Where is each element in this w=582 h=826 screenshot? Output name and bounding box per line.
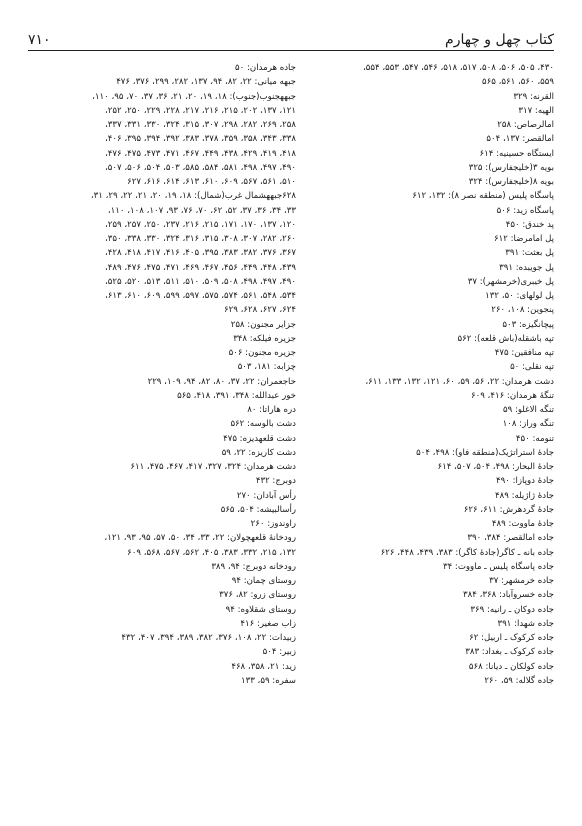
index-entry: تپه نقلی: ۵۰ xyxy=(510,362,554,373)
index-entry: راوندوز: ۲۶۰ xyxy=(250,519,296,529)
index-entry: زبیر: ۵۰۴ xyxy=(262,647,296,658)
index-entry: پاسگاه پلیس (منطقه نصر ۸): ۱۳۲، ۶۱۲ xyxy=(412,191,554,202)
index-entry: روستای چمان: ۹۴ xyxy=(231,576,296,586)
index-entry: چزابه: ۱۸۱، ۵۰۳ xyxy=(237,362,296,373)
index-entry: ۳۳۸، ۳۴۳، ۳۵۸، ۳۵۹، ۳۷۸، ۳۸۳، ۳۹۲، ۳۹۴، ۳۹۵، ۴۰۶، xyxy=(104,134,296,145)
index-entry: پیچانگیزه: ۵۰۳ xyxy=(502,319,554,330)
index-entry: بویه ۸(خلیجفارس): ۳۲۴ xyxy=(468,177,554,187)
index-entry: دشت هرمدان: ۳۲۴، ۳۲۷، ۴۱۷، ۴۶۷، ۴۷۵، ۶۱۱ xyxy=(130,462,296,472)
index-entry: پل امامرضا: ۶۱۲ xyxy=(494,234,554,244)
index-entry: جاده کولکان ـ دیانا: ۵۶۸ xyxy=(468,661,554,672)
index-entry: جادهٔ ژاژیله: ۴۸۹ xyxy=(494,490,554,501)
index-entry: جاده شهدا: ۳۹۱ xyxy=(497,618,554,629)
index-entry: رأسالبیشه: ۵۰۴، ۵۶۵ xyxy=(220,504,296,515)
index-entry: پد خندق: ۴۵۰ xyxy=(505,219,554,230)
index-entry: الهیه: ۳۱۷ xyxy=(518,105,554,116)
index-entry: القرنه: ۳۲۹ xyxy=(513,91,554,102)
index-entry: جاده هرمدان: ۵۰ xyxy=(235,63,296,73)
index-entry: ۱۲۰، ۱۳۷، ۱۷۰، ۱۷۱، ۲۱۵، ۲۱۶، ۲۳۷، ۲۵۰، ۲۵۷، ۲۵۹، xyxy=(104,219,296,230)
index-entry: ۲۶۰، ۲۸۲، ۳۰۷، ۳۰۸، ۳۱۵، ۳۱۶، ۳۲۴، ۳۳۰، ۳۳۸، ۳۵۰، xyxy=(104,234,296,244)
index-entry: جاده کرکوک ـ بغداد: ۳۸۳ xyxy=(465,647,554,658)
index-entry: پل لولهای: ۵۰، ۱۳۲ xyxy=(485,291,554,301)
index-entry: ۴۱۸، ۴۱۹، ۴۲۹، ۴۳۸، ۴۴۹، ۴۶۷، ۴۷۱، ۴۷۳، ۴۷۵، ۴۷۶، xyxy=(104,148,296,159)
index-entry: دشت هرمدان: ۲۲، ۵۶، ۵۹، ۶۰، ۱۲۱، ۱۳۲، ۱۳۳، ۶۱۱، xyxy=(365,376,554,387)
index-entry: تنگه الاغلو: ۵۹ xyxy=(503,405,554,415)
index-entry: تنگهٔ هرمدان: ۴۱۶، ۶۰۹ xyxy=(470,390,554,401)
index-column-left xyxy=(28,61,296,806)
index-entry: زاب صغیر: ۴۱۶ xyxy=(240,618,296,629)
index-entry: ۵۵۹، ۵۶۰، ۵۶۱، ۵۶۵ xyxy=(482,77,554,88)
index-entry: جاده دوکان ـ رانیه: ۳۶۹ xyxy=(470,604,554,615)
index-entry: بویه ۳(خلیجفارس): ۳۲۵ xyxy=(468,162,554,173)
index-entry: دشت بالوسه: ۵۶۲ xyxy=(230,419,296,430)
index-entry: ۴۳۹، ۴۴۸، ۴۴۹، ۴۵۶، ۴۶۷، ۴۶۹، ۴۷۱، ۴۷۵، ۴۷۶، ۴۸۹، xyxy=(104,262,296,273)
index-entry: زید: ۲۱، ۳۵۸، ۴۶۸ xyxy=(231,661,296,672)
index-entry: جاده خسروآباد: ۳۶۸، ۳۸۴ xyxy=(463,590,554,601)
index-entry: رودخانهٔ قلعهچولان: ۲۲، ۳۳، ۳۴، ۵۰، ۵۷، ۹۵، ۹۳، ۱۲۱، xyxy=(104,533,296,544)
index-entry: تنگه وراز: ۱۰۸ xyxy=(502,419,554,430)
index-entry: ۴۹۰، ۴۹۷، ۴۹۸، ۵۸۱، ۵۸۴، ۵۸۵، ۵۰۳، ۵۰۴، ۵۰۶، ۵۰۷، xyxy=(104,162,296,173)
index-entry: ۱۳۲، ۲۱۵، ۳۳۲، ۳۸۳، ۴۰۵، ۵۶۲، ۵۶۷، ۵۶۸، ۶۰۹ xyxy=(127,547,296,558)
index-entry: جزیره فیلکه: ۳۴۸ xyxy=(233,333,296,344)
index-entry: جاده کرکوک ـ اربیل: ۶۲ xyxy=(469,633,554,643)
index-entry: ۳۳، ۳۴، ۳۶، ۳۷، ۵۲، ۶۲، ۷۰، ۷۶، ۹۳، ۱۰۷، ۱۰۸، ۱۱۰، xyxy=(107,205,296,216)
index-entry: دشت قلعهدیزه: ۴۷۵ xyxy=(223,433,296,444)
index-entry: پل خیبری(خرمشهر): ۳۷ xyxy=(467,276,554,287)
index-entry: ۴۳۰، ۵۰۵، ۵۰۶، ۵۰۸، ۵۱۷، ۵۱۸، ۵۴۶، ۵۴۷، ۵۵۳، ۵۵۴، xyxy=(362,63,554,73)
index-entry: دره هاراتا: ۸۰ xyxy=(247,405,296,415)
index-entry: جادهٔ دوپازا: ۴۹۰ xyxy=(495,476,554,487)
index-entry: ۶۲۸جبههشمال غرب(شمال): ۱۸، ۱۹، ۲۰، ۲۱، ۲۲، ۲۹، ۳۱، xyxy=(90,191,296,202)
index-entry: جزایر مجنون: ۲۵۸ xyxy=(230,319,296,330)
index-entry: جاده بانه ـ کاگر(جادهٔ کاگر): ۳۸۳، ۴۳۹، ۴۴۸، ۶۲۶ xyxy=(380,547,554,558)
index-entry: امالقصر: ۱۳۷، ۵۰۴ xyxy=(486,134,554,145)
index-entry: ۵۱۰، ۵۶۱، ۵۶۷، ۶۰۹، ۶۱۰، ۶۱۳، ۶۱۴، ۶۱۶، ۶۲۷ xyxy=(127,177,296,187)
index-entry: جبهه میانی: ۲۲، ۸۲، ۹۴، ۱۳۷، ۲۸۲، ۲۹۹، ۳۷۶، ۴۷۶ xyxy=(116,77,296,88)
index-entry: پل جویبده: ۳۹۱ xyxy=(499,262,554,273)
index-entry: جاده گلاله: ۵۹، ۲۶۰ xyxy=(484,675,554,686)
index-entry: پل بعثت: ۳۹۱ xyxy=(505,248,554,259)
index-entry: پاسگاه زید: ۵۰۶ xyxy=(496,205,554,216)
index-entry: دوبرج: ۴۳۲ xyxy=(255,476,296,487)
index-entry: جادهٔ البحار: ۴۹۸، ۵۰۴، ۵۰۷، ۶۱۴ xyxy=(437,462,554,472)
index-entry: جبههجنوب(جنوب): ۱۸، ۱۹، ۲۰، ۲۱، ۳۶، ۳۷، ۷۰، ۹۵، ۱۱۰، xyxy=(92,91,296,102)
index-entry: ۳۶۷، ۳۷۶، ۳۸۲، ۳۸۳، ۳۹۵، ۴۰۵، ۴۱۶، ۴۱۷، ۴۱۸، ۴۲۸، xyxy=(104,248,296,259)
index-entry: حاجعمران: ۲۲، ۳۷، ۸۰، ۸۲، ۹۴، ۱۰۹، ۲۲۹ xyxy=(147,376,296,387)
index-entry: جادهٔ گردهرش: ۶۱۱، ۶۲۶ xyxy=(463,504,554,515)
index-entry: روستای زرو: ۸۲، ۳۷۶ xyxy=(219,590,296,601)
index-entry: ۱۲۱، ۱۳۷، ۲۰۲، ۲۱۵، ۲۱۶، ۲۱۷، ۲۲۸، ۲۲۹، ۲۵۰، ۲۵۲، xyxy=(104,105,296,116)
index-entry: تنومه: ۴۵۰ xyxy=(515,433,554,444)
header-rule xyxy=(28,50,554,51)
index-entry: جادهٔ ماووت: ۴۸۹ xyxy=(491,519,554,529)
index-entry: امالرصاص: ۲۵۸ xyxy=(497,120,554,130)
index-entry: سفره: ۵۹، ۱۳۳ xyxy=(240,675,296,686)
index-entry: رودخانه دوبرج: ۹۴، ۳۸۹ xyxy=(211,561,296,572)
index-column-right xyxy=(299,61,554,806)
index-entry: ۴۹۰، ۴۹۷، ۴۹۸، ۵۰۸، ۵۰۹، ۵۱۰، ۵۱۱، ۵۱۳، ۵۲۰، ۵۲۵، xyxy=(104,276,296,287)
index-entry: روستای شقلاوه: ۹۴ xyxy=(225,604,296,615)
index-entry: دشت کاریزه: ۲۲، ۵۹ xyxy=(221,447,296,458)
index-entry: تپه باشقله(باش قلعه): ۵۶۲ xyxy=(457,333,554,344)
page-number: ۷۱۰ xyxy=(28,32,51,48)
index-entry: تپه منافقین: ۴۷۵ xyxy=(494,348,554,358)
book-title: کتاب چهل و چهارم xyxy=(445,32,554,48)
index-entry: خور عبدالله: ۳۴۸، ۳۹۱، ۴۱۸، ۵۶۵ xyxy=(177,390,296,401)
index-entry: زبیدات: ۲۲، ۱۰۸، ۳۷۶، ۳۸۲، ۳۸۹، ۳۹۴، ۴۰۷، ۴۳۲ xyxy=(121,633,296,643)
index-entry: جاده پاسگاه پلیس ـ ماووت: ۳۴ xyxy=(442,561,554,572)
index-entry: جاده خرمشهر: ۳۷ xyxy=(489,576,554,586)
index-entry: ۶۲۴، ۶۲۷، ۶۲۸، ۶۲۹ xyxy=(224,305,296,316)
index-entry: ایستگاه حسینیه: ۶۱۴ xyxy=(479,148,554,159)
page-header xyxy=(28,26,554,48)
index-entry: جزیره مجنون: ۵۰۶ xyxy=(228,348,296,358)
index-entry: پنجوین: ۱۰۸، ۲۶۰ xyxy=(491,305,554,316)
index-entry: جاده امالقصر: ۳۸۴، ۳۹۰ xyxy=(467,533,554,544)
index-entry: جادهٔ استراتژیک(منطقه فاو): ۴۹۸، ۵۰۴ xyxy=(416,447,554,458)
index-entry: ۲۵۸، ۲۶۹، ۲۸۲، ۲۹۸، ۳۰۷، ۳۱۵، ۳۲۴، ۳۳۰، ۳۳۱، ۳۳۷، xyxy=(104,120,296,130)
index-entry: رأس آبادان: ۲۷۰ xyxy=(236,490,296,501)
index-entry: ۵۳۴، ۵۴۸، ۵۶۱، ۵۷۴، ۵۷۵، ۵۹۷، ۵۹۹، ۶۰۹، ۶۱۰، ۶۱۳، xyxy=(104,291,296,301)
index-columns xyxy=(28,61,554,806)
